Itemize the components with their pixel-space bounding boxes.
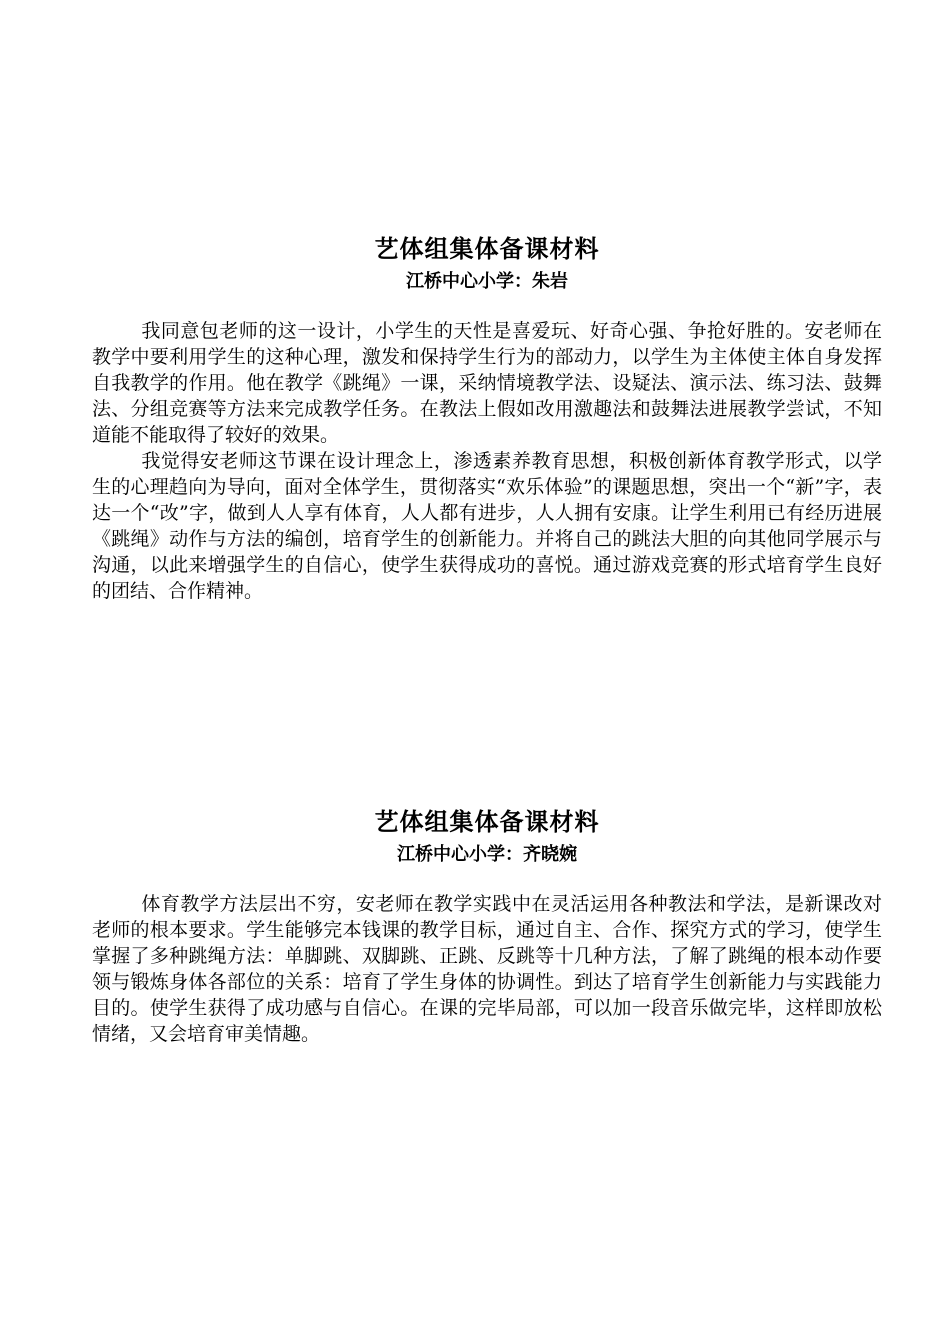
body-paragraph: 体育教学方法层出不穷，安老师在教学实践中在灵活运用各种教法和学法，是新课改对老师的根本要求。学生能够完本钱课的教学目标，通过自主、合作、探究方式的学习，使学生掌握了多种跳绳方法：单脚跳、双脚跳、正跳、反跳等十几种方法，了解了跳绳的根本动作要领与锻炼身体各部位的关系：培育了学生身体的协调性。到达了培育学生创新能力与实践能力目的。使学生获得了成功感与自信心。在课的完毕局部，可以加一段音乐做完毕，这样即放松情绪，又会培育审美情趣。: [92, 893, 882, 1045]
lesson-material-section-qi-xiaowan: [92, 805, 882, 1047]
section-title: 艺体组集体备课材料: [374, 235, 600, 263]
section-title: 艺体组集体备课材料: [374, 808, 600, 836]
section-body: [92, 891, 882, 1047]
body-paragraph: 我觉得安老师这节课在设计理念上，渗透素养教育思想，积极创新体育教学形式，以学生的心理趋向为导向，面对全体学生，贯彻落实“欢乐体验”的课题思想，突出一个“新”字，表达一个“改”字，做到人人享有体育，人人都有进步，人人拥有安康。让学生利用已有经历进展《跳绳》动作与方法的编创，培育学生的创新能力。并将自己的跳法大胆的向其他同学展示与沟通，以此来增强学生的自信心，使学生获得成功的喜悦。通过游戏竞赛的形式培育学生良好的团结、合作精神。: [92, 450, 882, 602]
section-body: [92, 318, 882, 604]
body-paragraph: 我同意包老师的这一设计，小学生的天性是喜爱玩、好奇心强、争抢好胜的。安老师在教学中要利用学生的这种心理，激发和保持学生行为的部动力，以学生为主体使主体自身发挥自我教学的作用。他在教学《跳绳》一课，采纳情境教学法、设疑法、演示法、练习法、鼓舞法、分组竞赛等方法来完成教学任务。在教法上假如改用激趣法和鼓舞法进展教学尝试，不知道能不能取得了较好的效果。: [92, 320, 882, 446]
lesson-material-section-zhu-yan: [92, 232, 882, 604]
section-author: 江桥中心小学：朱岩: [406, 271, 568, 292]
section-author: 江桥中心小学：齐晓婉: [397, 844, 577, 865]
